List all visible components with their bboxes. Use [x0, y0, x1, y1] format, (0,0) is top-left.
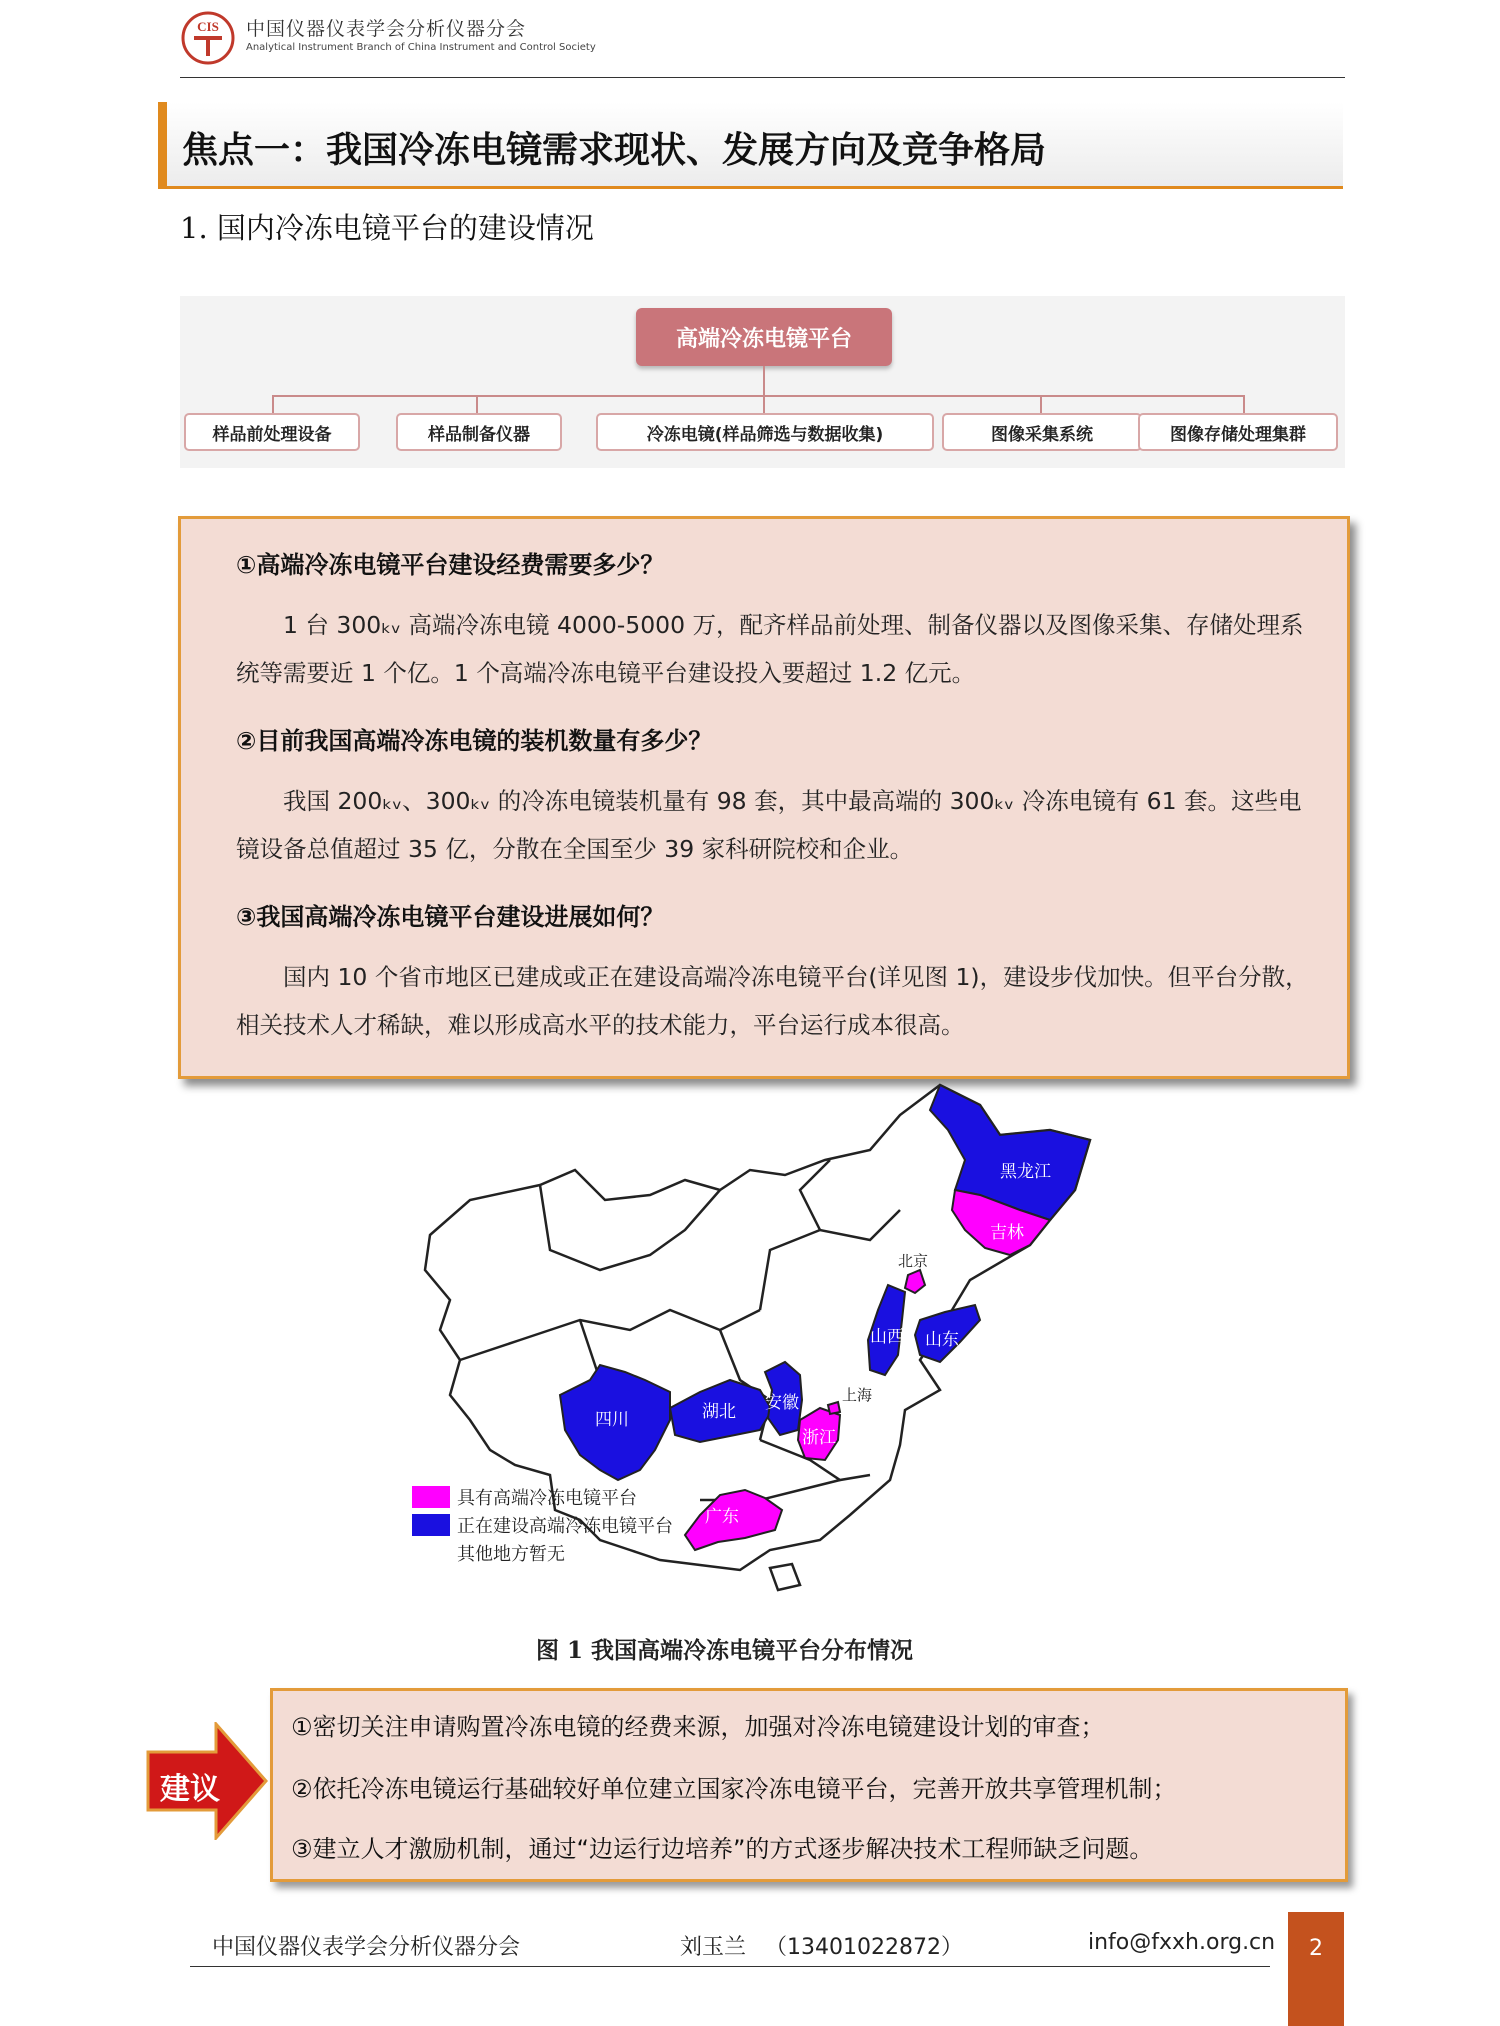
- qa-question-2: ②目前我国高端冷冻电镜的装机数量有多少？: [236, 727, 713, 755]
- section-banner-accent: [158, 102, 167, 189]
- org-node-image-storage: 图像存储处理集群: [1138, 413, 1338, 451]
- section-title: 焦点一：我国冷冻电镜需求现状、发展方向及竞争格局: [182, 130, 1047, 171]
- org-connector-vertical: [763, 366, 765, 396]
- legend-building: 正在建设高端冷冻电镜平台: [457, 1516, 673, 1537]
- logo-text: CIS: [197, 19, 219, 34]
- label-anhui: 安徽: [765, 1393, 799, 1413]
- province-shanghai: [828, 1402, 840, 1414]
- label-heilongjiang: 黑龙江: [1000, 1162, 1051, 1182]
- recommendation-item-2: ②依托冷冻电镜运行基础较好单位建立国家冷冻电镜平台，完善开放共享管理机制；: [291, 1775, 1177, 1803]
- org-node-image-acquisition: 图像采集系统: [942, 413, 1142, 451]
- label-shanxi: 山西: [870, 1327, 904, 1347]
- recommendation-box: [270, 1688, 1348, 1882]
- legend-swatch-building: [412, 1514, 450, 1536]
- footer-contact-name: 刘玉兰: [680, 1935, 747, 1960]
- org-chart-root: 高端冷冻电镜平台: [636, 308, 892, 366]
- org-connector-drop: [1243, 395, 1245, 413]
- subheading: 1. 国内冷冻电镜平台的建设情况: [180, 211, 594, 245]
- recommendation-label: 建议: [160, 1772, 220, 1807]
- footer-email[interactable]: info@fxxh.org.cn: [1088, 1930, 1276, 1955]
- org-connector-drop: [1040, 395, 1042, 413]
- legend-has-platform: 具有高端冷冻电镜平台: [457, 1488, 637, 1509]
- org-connector-drop: [763, 395, 765, 413]
- org-chart: [180, 296, 1345, 468]
- qa-question-1: ①高端冷冻电镜平台建设经费需要多少？: [236, 551, 665, 579]
- footer-divider: [190, 1966, 1270, 1967]
- qa-answer-2: 我国 200ₖᵥ、300ₖᵥ 的冷冻电镜装机量有 98 套，其中最高端的 300ₖᵥ 冷冻电镜有 61 套。这些电镜设备总值超过 35 亿，分散在全国至少 39 家科研院校和企业。: [236, 787, 1302, 863]
- label-zhejiang: 浙江: [802, 1428, 836, 1448]
- org-node-sample-pretreatment: 样品前处理设备: [184, 413, 360, 451]
- qa-question-3: ③我国高端冷冻电镜平台建设进展如何？: [236, 903, 665, 931]
- legend-none: 其他地方暂无: [457, 1544, 565, 1565]
- hainan: [770, 1564, 800, 1590]
- qa-answer-1: 1 台 300ₖᵥ 高端冷冻电镜 4000-5000 万，配齐样品前处理、制备仪器以及图像采集、存储处理系统等需要近 1 个亿。1 个高端冷冻电镜平台建设投入要超过 1.2 亿元。: [236, 611, 1304, 687]
- recommendation-item-3: ③建立人才激励机制，通过“边运行边培养”的方式逐步解决技术工程师缺乏问题。: [291, 1835, 1154, 1863]
- label-guangdong: 广东: [705, 1507, 739, 1527]
- org-connector-drop: [476, 395, 478, 413]
- figure-caption: 图 1 我国高端冷冻电镜平台分布情况: [536, 1637, 914, 1664]
- label-shanghai: 上海: [842, 1386, 873, 1404]
- org-connector-horizontal: [272, 395, 1245, 397]
- org-node-cryo-em: 冷冻电镜(样品筛选与数据收集): [596, 413, 934, 451]
- label-beijing: 北京: [898, 1252, 929, 1270]
- label-shandong: 山东: [925, 1330, 959, 1350]
- china-map: [400, 1080, 1120, 1595]
- label-sichuan: 四川: [595, 1410, 629, 1430]
- recommendation-item-1: ①密切关注申请购置冷冻电镜的经费来源，加强对冷冻电镜建设计划的审查；: [291, 1713, 1105, 1741]
- page-number-box: [1288, 1912, 1344, 2026]
- footer-org: 中国仪器仪表学会分析仪器分会: [212, 1935, 521, 1960]
- legend-swatch-has-platform: [412, 1486, 450, 1508]
- cis-logo: [180, 10, 236, 66]
- footer-contact-phone: （13401022872）: [765, 1935, 963, 1960]
- org-connector-drop: [272, 395, 274, 413]
- header-divider: [180, 77, 1345, 78]
- org-node-sample-prep: 样品制备仪器: [396, 413, 562, 451]
- qa-box: [178, 516, 1350, 1079]
- header-org-name-en: Analytical Instrument Branch of China Instrument and Control Society: [246, 42, 596, 53]
- header-org-name-cn: 中国仪器仪表学会分析仪器分会: [246, 18, 527, 40]
- page-number: 2: [1309, 1936, 1323, 1961]
- label-hubei: 湖北: [702, 1402, 736, 1422]
- qa-answer-3: 国内 10 个省市地区已建成或正在建设高端冷冻电镜平台(详见图 1)，建设步伐加快。但平台分散，相关技术人才稀缺，难以形成高水平的技术能力，平台运行成本很高。: [236, 963, 1309, 1039]
- label-jilin: 吉林: [990, 1223, 1024, 1243]
